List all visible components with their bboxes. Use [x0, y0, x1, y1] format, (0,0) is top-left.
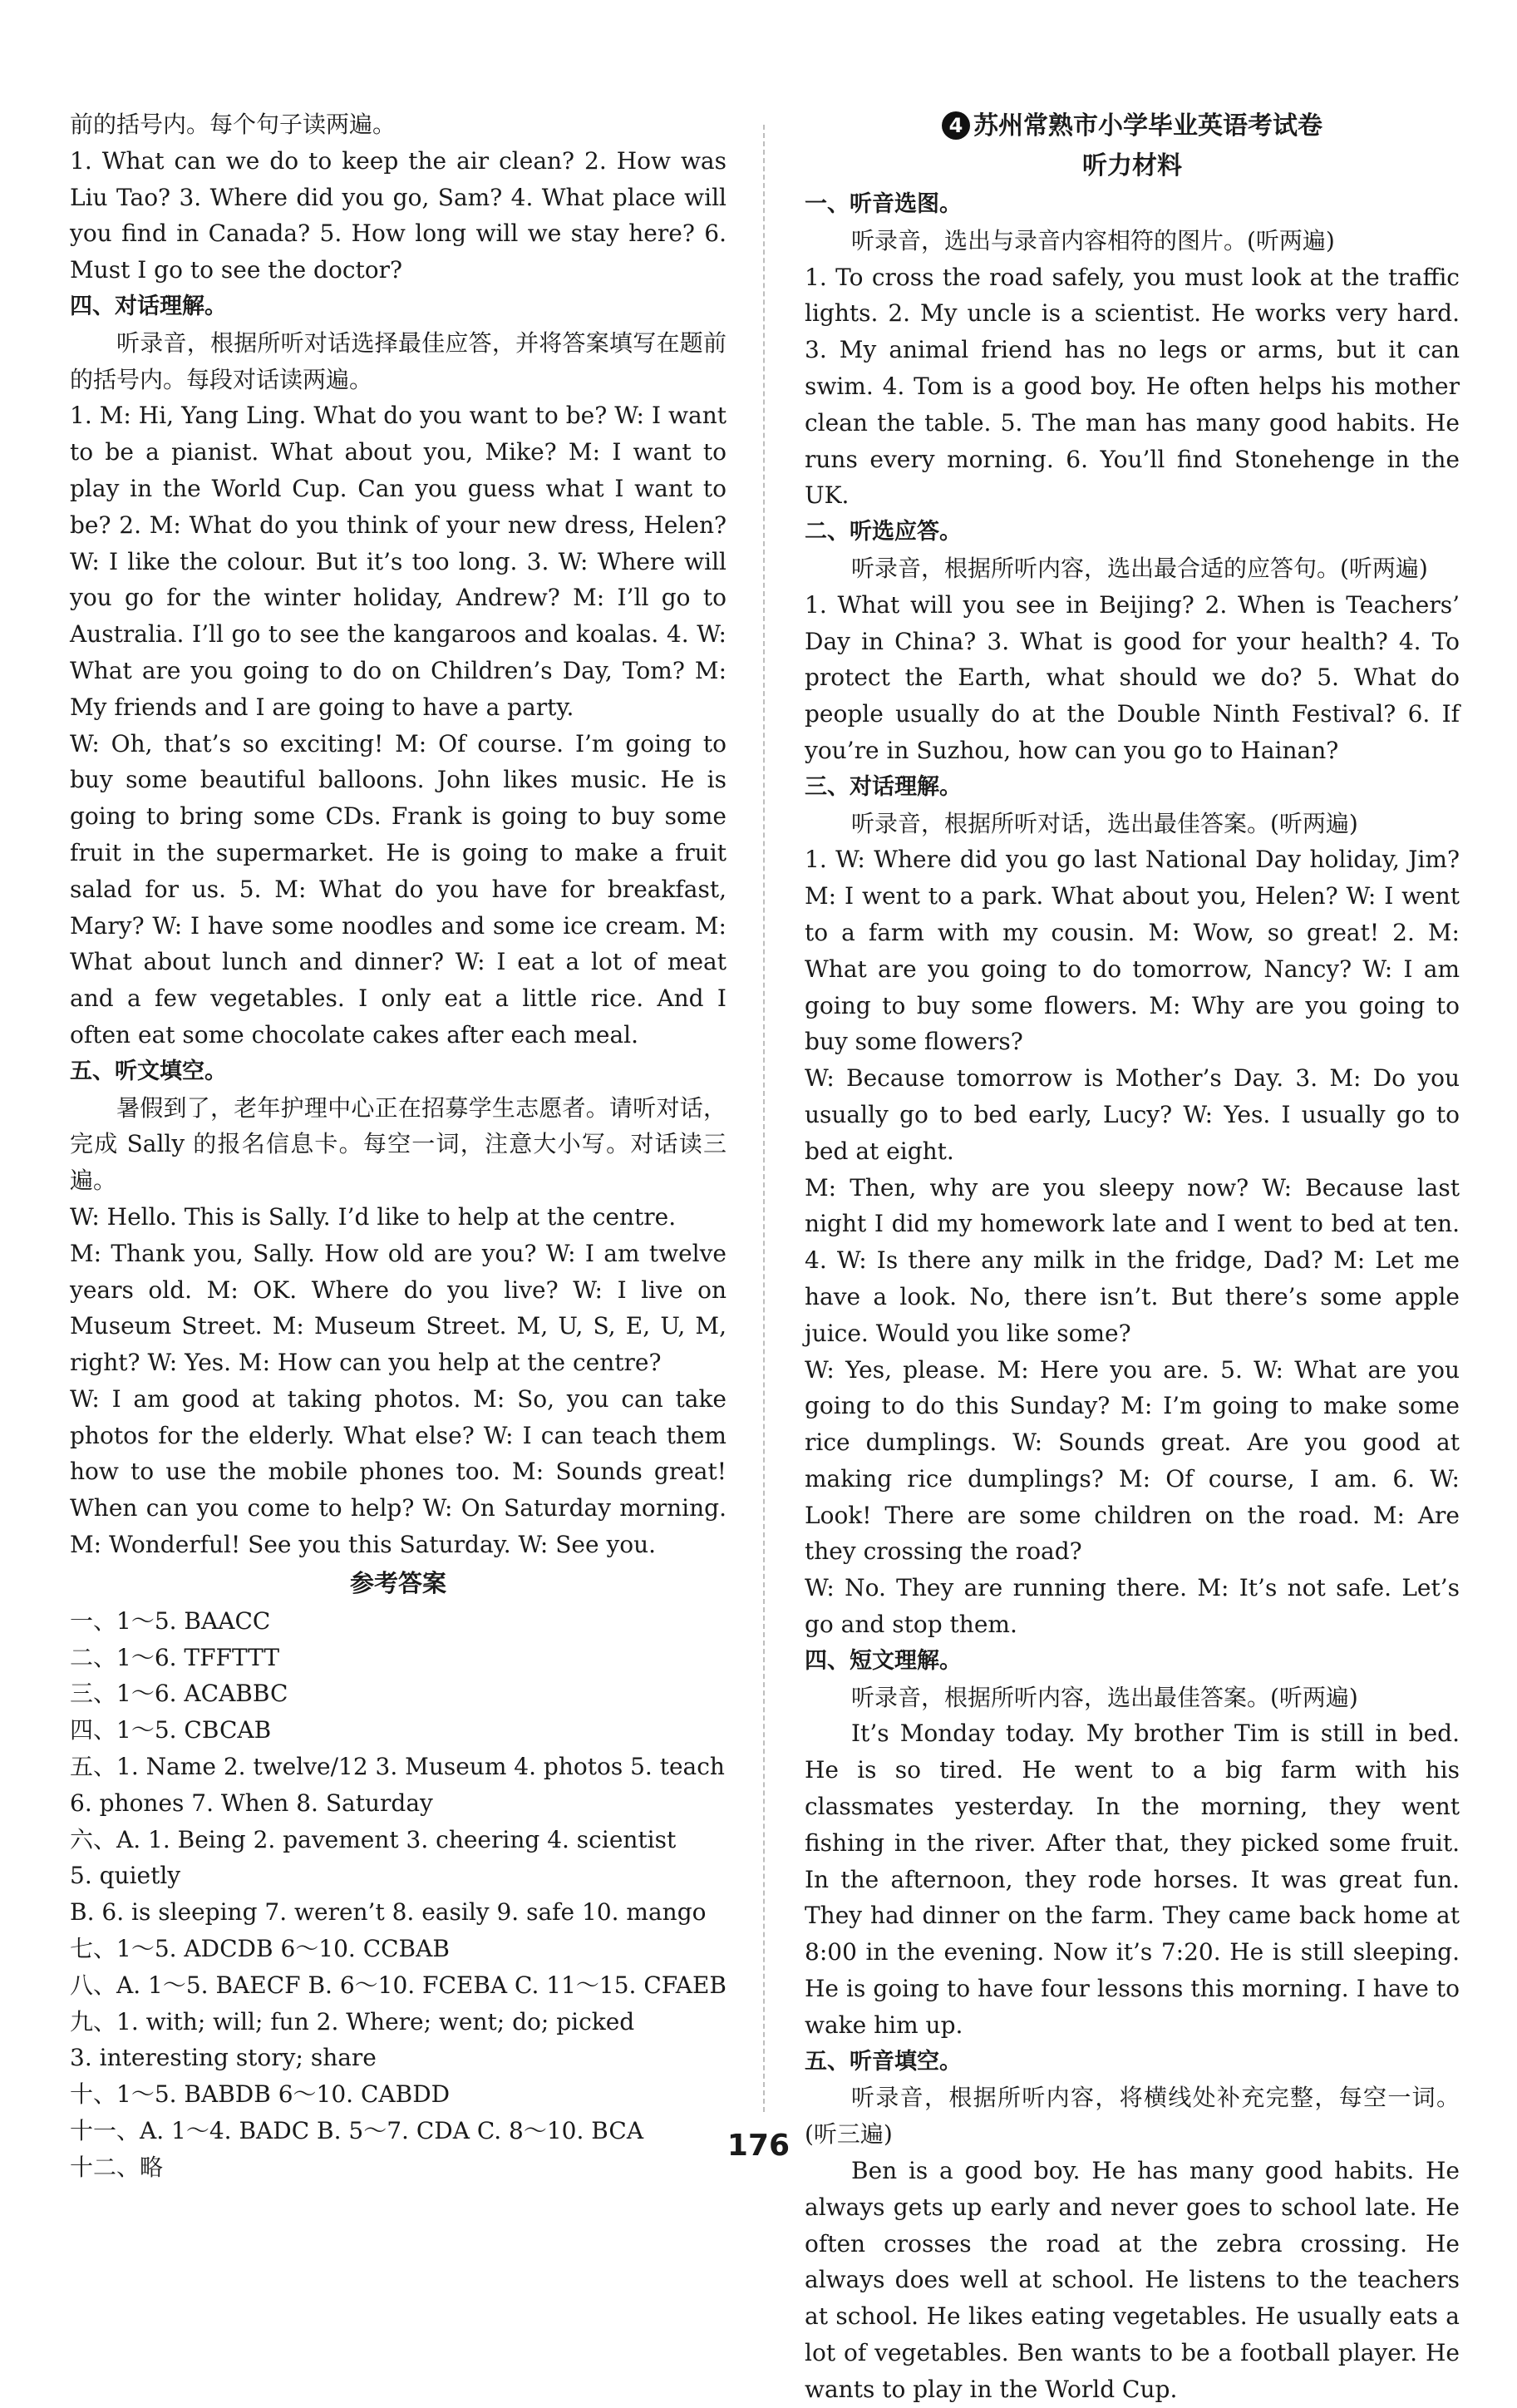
r-section-1-text: 1. To cross the road safely, you must look at the traffic lights. 2. My uncle is a scientist. He works very hard. 3. My animal friend has no legs or arms, but it can swim. 4. Tom is a good boy. He often helps his mother clean the table. 5. The man has many good habits. He runs every morning. 6. You’ll find Stonehenge in the UK.	[805, 263, 1460, 510]
section-5-instructions: 暑假到了，老年护理中心正在招募学生志愿者。请听对话，完成 Sally 的报名信息卡。每空一词，注意大小写。对话读三遍。	[70, 1093, 726, 1195]
section-4-instructions: 听录音，根据所听对话选择最佳应答，并将答案填写在题前的括号内。每段对话读两遍。	[70, 328, 726, 393]
page-number: 176	[726, 2129, 791, 2163]
exam-title-text: 苏州常熟市小学毕业英语考试卷	[973, 111, 1322, 141]
r-section-4-instructions: 听录音，根据所听内容，选出最佳答案。(听两遍)	[851, 1683, 1358, 1711]
answer-line: 四、1～5. CBCAB	[70, 1716, 272, 1744]
section-4-dialogue-cont: W: Oh, that’s so exciting! M: Of course. I’m going to buy some beautiful balloons. John likes music. He is going to bring some CDs. Frank is going to buy some fruit in the supermarket. He is going to make a fruit salad for us. 5. M: What do you have for breakfast, Mary? W: I have some noodles and some ice cream. M: What about lunch and dinner? W: I eat a lot of meat and a few vegetables. I only eat a little rice. And I often eat some chocolate cakes after each meal.	[70, 729, 726, 1049]
exam-title	[805, 106, 1460, 146]
answer-line: 九、1. with; will; fun 2. Where; went; do; picked	[70, 2007, 635, 2035]
r-section-5-instructions: 听录音，根据所听内容，将横线处补充完整，每空一词。(听三遍)	[805, 2084, 1460, 2149]
answer-line: 三、1～6. ACABBC	[70, 1680, 288, 1708]
section-5-heading: 五、听文填空。	[70, 1058, 227, 1084]
section-4-heading: 四、对话理解。	[70, 293, 227, 319]
answer-line: 十二、略	[70, 2153, 164, 2181]
right-column	[805, 106, 1460, 2408]
answer-line: B. 6. is sleeping 7. weren’t 8. easily 9. safe 10. mango	[70, 1898, 707, 1927]
r-section-3-dialogue-2: W: Because tomorrow is Mother’s Day. 3. M: Do you usually go to bed early, Lucy? W: Yes. I usually go to bed at eight.	[805, 1064, 1460, 1165]
r-section-3-dialogue-3: M: Then, why are you sleepy now? W: Because last night I did my homework late and I went to bed at ten. 4. W: Is there any milk in the fridge, Dad? M: Let me have a look. No, there isn’t. But there’s some apple juice. Would you like some?	[805, 1173, 1460, 1347]
r-section-2-text: 1. What will you see in Beijing? 2. When is Teachers’ Day in China? 3. What is good for your health? 4. To protect the Earth, what should we do? 5. What do people usually do at the Double Ninth Festival? 6. If you’re in Suzhou, how can you go to Hainan?	[805, 590, 1460, 764]
answers-title: 参考答案	[349, 1568, 446, 1597]
left-intro: 前的括号内。每个句子读两遍。	[70, 111, 396, 138]
r-section-3-instructions: 听录音，根据所听对话，选出最佳答案。(听两遍)	[851, 809, 1358, 837]
answer-line: 六、A. 1. Being 2. pavement 3. cheering 4. scientist	[70, 1825, 677, 1853]
answers-list	[70, 1603, 726, 2186]
r-section-5-passage: Ben is a good boy. He has many good habits. He always gets up early and never goes to school late. He often crosses the road at the zebra crossing. He always does well at school. He listens to the teachers at school. He likes eating vegetables. He usually eats a lot of vegetables. Ben wants to be a football player. He wants to play in the World Cup.	[805, 2157, 1460, 2403]
r-section-3-dialogue-5: W: No. They are running there. M: It’s not safe. Let’s go and stop them.	[805, 1574, 1460, 1639]
section-5-dialogue: M: Thank you, Sally. How old are you? W: I am twelve years old. M: OK. Where do you live? W: I live on Museum Street. M: Museum Street. M, U, S, E, U, M, right? W: Yes. M: How can you help at the centre?	[70, 1239, 726, 1377]
answer-line: 3. interesting story; share	[70, 2044, 377, 2072]
section-4-dialogue: 1. M: Hi, Yang Ling. What do you want to be? W: I want to be a pianist. What about you, Mike? M: I want to play in the World Cup. Can you guess what I want to be? 2. M: What do you think of your new dress, Helen? W: I like the colour. But it’s too long. 3. W: Where will you go for the winter holiday, Andrew? M: I’ll go to Australia. I’ll go to see the kangaroos and koalas. 4. W: What are you going to do on Children’s Day, Tom? M: My friends and I are going to have a party.	[70, 402, 726, 721]
exam-subtitle: 听力材料	[1082, 151, 1182, 180]
column-divider	[763, 125, 765, 2112]
r-section-2-heading: 二、听选应答。	[805, 519, 962, 545]
r-section-4-passage: It’s Monday today. My brother Tim is still in bed. He is so tired. He went to a big farm with his classmates yesterday. In the morning, they went fishing in the river. After that, they picked some fruit. In the afternoon, they rode horses. It was great fun. They had dinner on the farm. They came back home at 8:00 in the evening. Now it’s 7:20. He is still sleeping. He is going to have four lessons this morning. I have to wake him up.	[805, 1720, 1460, 2039]
answer-line: 八、A. 1～5. BAECF B. 6～10. FCEBA C. 11～15. CFAEB	[70, 1971, 726, 1999]
answer-line: 6. phones 7. When 8. Saturday	[70, 1789, 433, 1817]
section-5-line-1: W: Hello. This is Sally. I’d like to help at the centre.	[70, 1202, 677, 1231]
r-section-3-dialogue: 1. W: Where did you go last National Day holiday, Jim? M: I went to a park. What about you, Helen? W: I went to a farm with my cousin. M: Wow, so great! 2. M: What are you going to do tomorrow, Nancy? W: I am going to buy some flowers. M: Why are you going to buy some flowers?	[805, 846, 1460, 1056]
number-badge: 4	[942, 111, 970, 140]
answer-line: 五、1. Name 2. twelve/12 3. Museum 4. photos 5. teach	[70, 1753, 725, 1781]
answer-line: 十、1～5. BABDB 6～10. CABDD	[70, 2080, 451, 2109]
r-section-3-dialogue-4: W: Yes, please. M: Here you are. 5. W: What are you going to do this Sunday? M: I’m going to make some rice dumplings. W: Sounds great. Are you good at making rice dumplings? M: Of course, I am. 6. W: Look! There are some children on the road. M: Are they crossing the road?	[805, 1355, 1460, 1566]
section-5-dialogue-cont: W: I am good at taking photos. M: So, you can take photos for the elderly. What else? W: I can teach them how to use the mobile phones too. M: Sounds great! When can you come to help? W: On Saturday morning. M: Wonderful! See you this Saturday. W: See you.	[70, 1384, 726, 1559]
left-questions: 1. What can we do to keep the air clean? 2. How was Liu Tao? 3. Where did you go, Sam? 4. What place will you find in Canada? 5. How long will we stay here? 6. Must I go to see the doctor?	[70, 146, 726, 284]
r-section-1-heading: 一、听音选图。	[805, 191, 962, 217]
answer-line: 十一、A. 1～4. BADC B. 5～7. CDA C. 8～10. BCA	[70, 2117, 644, 2145]
r-section-2-instructions: 听录音，根据所听内容，选出最合适的应答句。(听两遍)	[851, 554, 1428, 582]
r-section-1-instructions: 听录音，选出与录音内容相符的图片。(听两遍)	[851, 226, 1335, 254]
answer-line: 5. quietly	[70, 1862, 181, 1890]
r-section-3-heading: 三、对话理解。	[805, 773, 962, 800]
answer-line: 一、1～5. BAACC	[70, 1606, 271, 1635]
answer-line: 二、1～6. TFFTTT	[70, 1643, 280, 1671]
r-section-5-heading: 五、听音填空。	[805, 2048, 962, 2075]
r-section-4-heading: 四、短文理解。	[805, 1647, 962, 1674]
answer-line: 七、1～5. ADCDB 6～10. CCBAB	[70, 1935, 450, 1963]
left-column	[70, 106, 726, 2186]
